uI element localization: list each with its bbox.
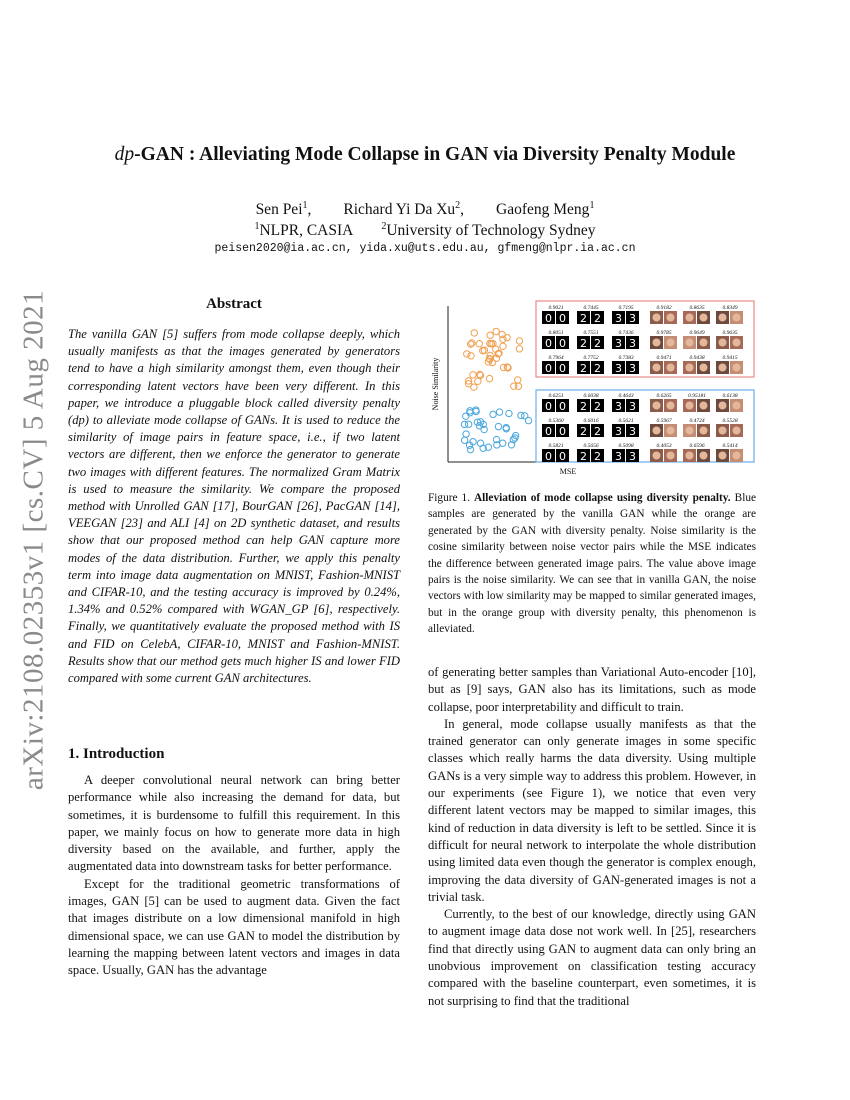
- author-affil-mark: 2: [455, 200, 461, 211]
- orange-sample-dot: [486, 375, 492, 381]
- intro-paragraph: Except for the traditional geometric transformations of images, GAN [5] can be used to augment data. Given the fact that images distribute on a low dimensional manifold in high dimensional space, we can use GAN to model the distribution by learning the mapping between latent vectors and images in data space. Usually, GAN has the advantage: [68, 876, 400, 978]
- author-name: Sen Pei: [255, 201, 303, 219]
- arxiv-identifier: arXiv:2108.02353v1 [cs.CV] 5 Aug 2021: [17, 289, 50, 791]
- noise-similarity-value: 0.6016: [583, 418, 599, 424]
- noise-similarity-value: 0.5528: [722, 418, 738, 424]
- noise-similarity-value: 0.5967: [656, 418, 672, 424]
- face-skin: [686, 452, 694, 460]
- digit-glyph: 3: [615, 400, 622, 413]
- face-skin: [700, 364, 708, 372]
- digit-glyph: 2: [594, 337, 601, 350]
- paper-title: [0, 144, 850, 166]
- orange-sample-dot: [516, 338, 522, 344]
- noise-similarity-value: 0.7436: [618, 330, 634, 336]
- digit-glyph: 3: [629, 312, 636, 325]
- digit-glyph: 0: [545, 450, 552, 463]
- author-name: Richard Yi Da Xu: [343, 201, 456, 219]
- noise-similarity-value: 0.9635: [722, 330, 738, 336]
- affiliation-name: NLPR, CASIA: [259, 222, 354, 240]
- noise-similarity-value: 0.9438: [689, 355, 705, 361]
- noise-similarity-value: 0.7551: [583, 330, 599, 336]
- digit-glyph: 0: [559, 362, 566, 375]
- author-affil-mark: 1: [589, 200, 595, 211]
- digit-glyph: 3: [629, 450, 636, 463]
- noise-similarity-value: 0.5656: [583, 443, 599, 449]
- face-skin: [667, 339, 675, 347]
- face-skin: [733, 452, 741, 460]
- blue-sample-dot: [463, 431, 469, 437]
- intro-column-right: [428, 664, 756, 1010]
- digit-glyph: 3: [629, 337, 636, 350]
- noise-similarity-value: 0.7445: [583, 305, 599, 311]
- noise-similarity-value: 0.9471: [656, 355, 672, 361]
- face-skin: [700, 427, 708, 435]
- noise-similarity-value: 0.9415: [722, 355, 738, 361]
- digit-glyph: 2: [594, 362, 601, 375]
- affiliation-name: University of Technology Sydney: [386, 222, 596, 240]
- noise-similarity-value: 0.6038: [583, 393, 599, 399]
- intro-heading: 1. Introduction: [68, 746, 165, 762]
- digit-glyph: 0: [545, 425, 552, 438]
- orange-sample-dot: [515, 377, 521, 383]
- author-emails: peisen2020@ia.ac.cn, yida.xu@uts.edu.au, gfmeng@nlpr.ia.ac.cn: [214, 242, 636, 255]
- face-skin: [700, 314, 708, 322]
- noise-similarity-value: 0.6265: [656, 393, 672, 399]
- face-skin: [686, 402, 694, 410]
- noise-similarity-value: 0.95181: [688, 393, 706, 399]
- noise-similarity-value: 0.7752: [583, 355, 599, 361]
- blue-sample-dot: [477, 440, 483, 446]
- face-skin: [733, 427, 741, 435]
- noise-similarity-value: 0.4724: [689, 418, 705, 424]
- title-italic: dp: [114, 144, 135, 165]
- noise-similarity-value: 0.4643: [618, 393, 634, 399]
- author: [256, 200, 312, 219]
- face-skin: [667, 427, 675, 435]
- noise-similarity-value: 0.6251: [548, 393, 564, 399]
- face-skin: [700, 402, 708, 410]
- face-skin: [667, 402, 675, 410]
- digit-glyph: 2: [580, 450, 587, 463]
- face-skin: [653, 452, 661, 460]
- digit-glyph: 3: [629, 425, 636, 438]
- digit-glyph: 2: [580, 425, 587, 438]
- noise-similarity-value: 0.8349: [722, 305, 738, 311]
- author: [496, 200, 594, 219]
- digit-glyph: 2: [594, 450, 601, 463]
- caption-bold: Alleviation of mode collapse using diversity penalty.: [474, 492, 731, 504]
- noise-similarity-value: 0.9649: [689, 330, 705, 336]
- face-skin: [719, 427, 727, 435]
- noise-similarity-value: 0.4053: [656, 443, 672, 449]
- noise-similarity-value: 0.7964: [548, 355, 564, 361]
- digit-glyph: 0: [559, 450, 566, 463]
- figure-1-caption: [428, 490, 756, 638]
- arxiv-sidebar: [4, 289, 64, 791]
- noise-similarity-value: 0.5414: [722, 443, 738, 449]
- orange-sample-dot: [500, 343, 506, 349]
- author-affil-mark: 1: [302, 200, 308, 211]
- affiliation-mark: 1: [254, 221, 260, 232]
- orange-sample-dot: [511, 383, 517, 389]
- digit-glyph: 0: [559, 400, 566, 413]
- face-skin: [719, 339, 727, 347]
- author-separator: ,: [307, 201, 312, 219]
- digit-glyph: 3: [615, 362, 622, 375]
- digit-glyph: 2: [580, 400, 587, 413]
- digit-glyph: 3: [615, 425, 622, 438]
- intro-paragraph: A deeper convolutional neural network can bring better performance while also increasing the demand for data, but sometimes, it is burdensome to fulfill this requirement. In this paper, we mainly focus on how to generate more data in high diversity based on the available, and further, apply the augmentated data into downstream tasks for better performance.: [68, 773, 400, 874]
- digit-glyph: 0: [545, 400, 552, 413]
- noise-similarity-value: 0.5821: [548, 443, 564, 449]
- affiliation-mark: 2: [381, 221, 387, 232]
- blue-sample-dot: [496, 409, 502, 415]
- face-skin: [719, 402, 727, 410]
- face-skin: [667, 452, 675, 460]
- face-skin: [686, 339, 694, 347]
- title-rest: -GAN : Alleviating Mode Collapse in GAN via Diversity Penalty Module: [134, 144, 736, 165]
- digit-glyph: 0: [545, 337, 552, 350]
- face-skin: [719, 452, 727, 460]
- face-skin: [653, 402, 661, 410]
- abstract-body: The vanilla GAN [5] suffers from mode collapse deeply, which usually manifests as that the images generated by generators tend to have a high similarity amongst them, even though their corresponding latent vectors have been very different. In this paper, we introduce a pluggable block called diversity penalty (dp) to alleviate mode collapse of GANs. It is used to reduce the similarity of image pairs in feature space, i.e., if two latent vectors are different, then we enforce the generator to generate two images with different features. The normalized Gram Matrix is used to measure the similarity. We compare the proposed method with Unrolled GAN [17], BourGAN [26], PacGAN [14], VEEGAN [23] and ALI [4] on 2D synthetic dataset, and results show that our proposed method can help GAN capture more modes of the data distribution. Further, we apply this penalty term into image data augmentation on MNIST, Fashion-MNIST and CIFAR-10, and the testing accuracy is improved by 0.24%, 1.34% and 0.52% compared with WGAN_GP [6], respectively. Finally, we quantitatively evaluate the proposed method with IS and FID on CelebA, CIFAR-10, MNIST and Fashion-MNIST. Results show that our method gets much higher IS and lower FID compared with some current GAN architectures.: [68, 327, 400, 686]
- face-skin: [686, 427, 694, 435]
- caption-text: Blue samples are generated by the vanilla GAN while the orange are generated by the GAN with diversity penalty. Noise similarity is the cosine similarity between noise vector pairs while the MSE indicates the difference between generated image pairs. The value above image pairs is the noise similarity. We can see that in vanilla GAN, the noise vectors with low similarity may be mapped to similar generated images, but in the orange group with diversity penalty, this phenomenon is alleviated.: [428, 492, 756, 636]
- digit-glyph: 2: [594, 400, 601, 413]
- digit-glyph: 0: [559, 337, 566, 350]
- face-skin: [653, 339, 661, 347]
- face-skin: [686, 364, 694, 372]
- orange-sample-dot: [475, 378, 481, 384]
- blue-sample-dot: [506, 410, 512, 416]
- affiliation: [381, 221, 595, 240]
- blue-sample-dot: [465, 421, 471, 427]
- blue-sample-dot: [461, 437, 467, 443]
- author-list: [0, 200, 850, 219]
- noise-similarity-value: 0.7195: [618, 305, 634, 311]
- digit-glyph: 0: [559, 312, 566, 325]
- intro-paragraph: of generating better samples than Variational Auto-encoder [10], but as [9] says, GAN also has its limitations, such as mode collapse, poor interpretability and difficult to train.: [428, 665, 756, 714]
- digit-glyph: 2: [594, 425, 601, 438]
- digit-glyph: 0: [545, 362, 552, 375]
- figure-1: [428, 298, 758, 478]
- digit-glyph: 2: [594, 312, 601, 325]
- face-skin: [733, 314, 741, 322]
- digit-glyph: 2: [580, 312, 587, 325]
- author-name: Gaofeng Meng: [496, 201, 590, 219]
- face-skin: [719, 314, 727, 322]
- digit-glyph: 3: [615, 312, 622, 325]
- orange-sample-dot: [516, 346, 522, 352]
- orange-sample-dot: [487, 332, 493, 338]
- face-skin: [700, 339, 708, 347]
- affiliation-list: [0, 221, 850, 240]
- x-axis-label: MSE: [559, 467, 577, 476]
- noise-similarity-value: 0.8635: [689, 305, 705, 311]
- digit-glyph: 3: [629, 400, 636, 413]
- noise-similarity-value: 0.8051: [548, 330, 564, 336]
- noise-similarity-value: 0.9182: [656, 305, 672, 311]
- digit-glyph: 0: [559, 425, 566, 438]
- affiliation: [254, 221, 353, 240]
- digit-glyph: 2: [580, 337, 587, 350]
- blue-sample-dot: [518, 412, 524, 418]
- face-skin: [733, 364, 741, 372]
- blue-sample-dot: [495, 423, 501, 429]
- noise-similarity-value: 0.6596: [689, 443, 705, 449]
- orange-sample-dot: [500, 336, 506, 342]
- blue-sample-dot: [467, 446, 473, 452]
- face-skin: [653, 364, 661, 372]
- orange-sample-dot: [493, 328, 499, 334]
- figure-1-graphic: [428, 298, 758, 478]
- face-skin: [719, 364, 727, 372]
- intro-paragraph: In general, mode collapse usually manifests as that the trained generator can only generate images in some specific classes which really harms the data diversity. Using multiple GANs is a very simple way to address this problem. However, in our experiments (see Figure 1), we notice that even very different latent vectors may be mapped to similar images, this kind of reduction in data diversity is left to be settled. Since it is difficult for neural network to interpolate the whole distribution using limited data even though the generator is complex enough, improving the data diversity of GAN-generated images is not a trivial task.: [428, 716, 756, 904]
- caption-label: Figure 1.: [428, 492, 470, 504]
- face-skin: [733, 339, 741, 347]
- digit-glyph: 3: [615, 337, 622, 350]
- blue-sample-dot: [499, 440, 505, 446]
- digit-glyph: 3: [629, 362, 636, 375]
- noise-similarity-value: 0.5098: [618, 443, 634, 449]
- noise-similarity-value: 0.5360: [548, 418, 564, 424]
- intro-paragraph: Currently, to the best of our knowledge, directly using GAN to augment image data dose not work well. In [25], researchers find that directly using GAN to augment data can only bring an unobvious improvement on classification testing accuracy compared with the baseline counterpart, even sometimes, it is not surprising to find that the traditional: [428, 907, 756, 1008]
- digit-glyph: 3: [615, 450, 622, 463]
- noise-similarity-value: 0.5621: [618, 418, 634, 424]
- y-axis-label: Noise Similarity: [431, 357, 440, 411]
- noise-similarity-value: 0.9785: [656, 330, 672, 336]
- face-skin: [653, 314, 661, 322]
- noise-similarity-value: 0.6138: [722, 393, 738, 399]
- orange-sample-dot: [470, 372, 476, 378]
- face-skin: [686, 314, 694, 322]
- digit-glyph: 2: [580, 362, 587, 375]
- face-skin: [667, 314, 675, 322]
- orange-sample-dot: [476, 341, 482, 347]
- orange-sample-dot: [471, 330, 477, 336]
- noise-similarity-value: 0.7383: [618, 355, 634, 361]
- abstract-heading: Abstract: [206, 296, 262, 312]
- author-separator: ,: [460, 201, 465, 219]
- intro-column-left: [68, 772, 400, 980]
- face-skin: [653, 427, 661, 435]
- noise-similarity-value: 0.9021: [548, 305, 564, 311]
- orange-sample-dot: [504, 334, 510, 340]
- face-skin: [667, 364, 675, 372]
- blue-sample-dot: [490, 411, 496, 417]
- face-skin: [700, 452, 708, 460]
- face-skin: [733, 402, 741, 410]
- author: [343, 200, 464, 219]
- digit-glyph: 0: [545, 312, 552, 325]
